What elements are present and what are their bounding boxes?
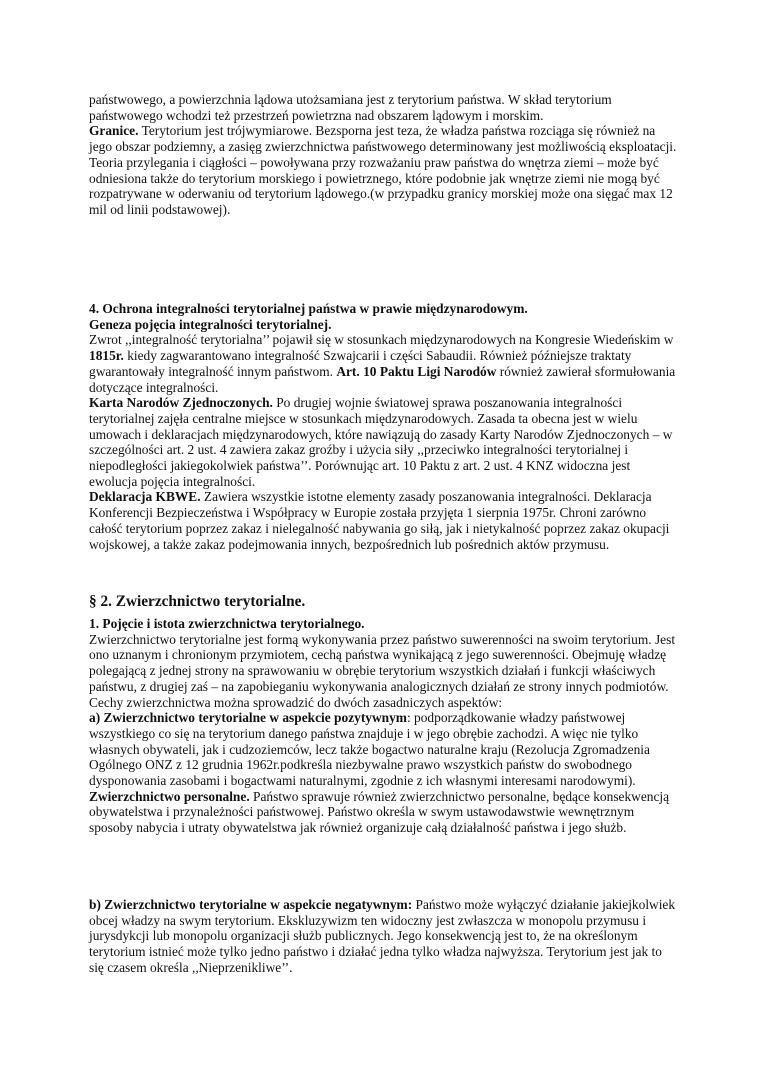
paragraph-karta <box>89 395 679 489</box>
paragraph-positive-aspect <box>89 710 679 789</box>
paragraph-text: : podporządkowanie władzy państwowej wszystkiego co się na terytorium danego państwa znajduje i w jego obrębie zachodzi. A więc nie tylko własnych obywateli, jak i cudzoziemców, lecz także bogactwo naturalne kraju (Rezolucja Zgromadzenia Ogólnego ONZ z 12 grudnia 1962r.podkreśla niezbywalne prawo wszystkich państw do swobodnego dysponowania zasobami i bogactwami naturalnymi, zgodnie z ich własnymi interesami narodowymi). <box>89 710 650 789</box>
paragraph-kbwe <box>89 489 679 552</box>
paragraph: Teoria przylegania i ciągłości – powoływana przy rozważaniu praw państwa do wnętrza ziemi – może być odniesiona także do terytorium morskiego i powietrznego, które podobnie jak wnętrze ziemi nie mogą być rozpatrywane w oderwaniu od terytorium lądowego.(w przypadku granicy morskiej może ona sięgać max 12 mil od linii podstawowej). <box>89 154 673 217</box>
chapter-heading: § 2. Zwierzchnictwo terytorialne. <box>89 593 306 610</box>
bold-term: a) Zwierzchnictwo terytorialne w aspekcie pozytywnym <box>89 710 407 726</box>
paragraph-text: Terytorium jest trójwymiarowe. Bezsporna jest teza, że władza państwa rozciąga się również na jego obszar podziemny, a zasięg zwierzchnictwa państwowego determinowany jest możliwością eksploatacji. <box>89 123 677 155</box>
bold-term: Karta Narodów Zjednoczonych. <box>89 395 273 411</box>
paragraph-negative-aspect <box>89 897 679 976</box>
bold-term: Zwierzchnictwo personalne. <box>89 788 250 804</box>
paragraph-text: Zwrot ,,integralność terytorialna’’ pojawił się w stosunkach międzynarodowych na Kongresie Wiedeńskim w <box>89 332 674 348</box>
text-block-territory <box>89 92 679 218</box>
paragraph-text: Zawiera wszystkie istotne elementy zasady poszanowania integralności. Deklaracja Konferencji Bezpieczeństwa i Współpracy w Europie została przyjęta 1 sierpnia 1975r. Chroni zarówno całość terytorium poprzez zakaz i nielegalność nabywania go siłą, jak i nietykalność poprzez zakaz okupacji wojskowej, a także zakaz podejmowania innych, bezpośrednich lub pośrednich aktów przymusu. <box>89 489 670 552</box>
subsection-heading: Geneza pojęcia integralności terytorialnej. <box>89 316 332 332</box>
bold-term: Deklaracja KBWE. <box>89 489 201 505</box>
paragraph-text: Państwo sprawuje również zwierzchnictwo personalne, będące konsekwencją obywatelstwa i przynależności państwowej. Państwo określa w swym ustawodawstwie wewnętrznym sposoby nabycia i utraty obywatelstwa jak również organizuje całą działalność państwa i jego służb. <box>89 788 670 836</box>
bold-term: Granice. <box>89 123 139 139</box>
bold-term: 1815r. <box>89 348 124 364</box>
section-heading: 4. Ochrona integralności terytorialnej państwa w prawie międzynarodowym. <box>89 301 528 316</box>
paragraph: państwowego, a powierzchnia lądowa utożsamiana jest z terytorium państwa. W skład terytorium państwowego wchodzi też przestrzeń powietrzna nad obszarem lądowym i morskim. <box>89 92 612 123</box>
paragraph-text: kiedy zagwarantowano integralność Szwajcarii i części Sabaudii. Również późniejsze traktaty gwarantowały integralność innym państwom. <box>89 348 632 379</box>
bold-term: b) Zwierzchnictwo terytorialne w aspekcie negatywnym: <box>89 897 413 912</box>
paragraph <box>89 332 679 395</box>
paragraph-text: Państwo może wyłączyć działanie jakiejkolwiek obcej władzy na swym terytorium. Ekskluzywizm ten widoczny jest zwłaszcza w monopolu przymusu i jurysdykcji lub monopolu organizacji służb publicznych. Jego konsekwencją jest to, że na określonym terytorium istnieć może tylko jedno państwo i działać jedna tylko władza najwyższa. Terytorium jest jak to się czasem określa ,,Nieprzenikliwe’’. <box>89 897 676 975</box>
subsection-heading: 1. Pojęcie i istota zwierzchnictwa terytorialnego. <box>89 616 365 631</box>
section-sovereignty <box>89 616 679 836</box>
paragraph: Zwierzchnictwo terytorialne jest formą wykonywania przez państwo suwerenności na swoim terytorium. Jest ono uznanym i chronionym przymiotem, cechą państwa wynikającą z jego suwerenności. Obejmuję władzę polegającą z jednej strony na sprawowaniu w obrębie terytorium wszystkich działań i funkcji właściwych państwu, z drugiej zaś – na zapobieganiu wykonywania analogicznych działań ze strony innych podmiotów. Cechy zwierzchnictwa można sprowadzić do dwóch zasadniczych aspektów: <box>89 631 676 710</box>
paragraph-text: Po drugiej wojnie światowej sprawa poszanowania integralności terytorialnej zajęła centralne miejsce w stosunkach międzynarodowych. Zasada ta obecna jest w wielu umowach i deklaracjach międzynarodowych, które nawiązują do zasady Karty Narodów Zjednoczonych – w szczególności art. 2 ust. 4 zawiera zakaz groźby i użycia siły ,,przeciwko integralności terytorialnej i niepodległości jakiegokolwiek państwa’’. Porównując art. 10 Paktu z art. 2 ust. 4 KNZ widoczna jest ewolucja pojęcia integralności. <box>89 395 673 489</box>
section-negative-aspect <box>89 897 679 976</box>
bold-term: Art. 10 Paktu Ligi Narodów <box>336 363 497 379</box>
section-integrity <box>89 301 679 552</box>
paragraph-text: również zawierał sformułowania dotyczące integralności. <box>89 363 676 395</box>
paragraph-granice <box>89 123 679 154</box>
paragraph-personal <box>89 789 679 836</box>
